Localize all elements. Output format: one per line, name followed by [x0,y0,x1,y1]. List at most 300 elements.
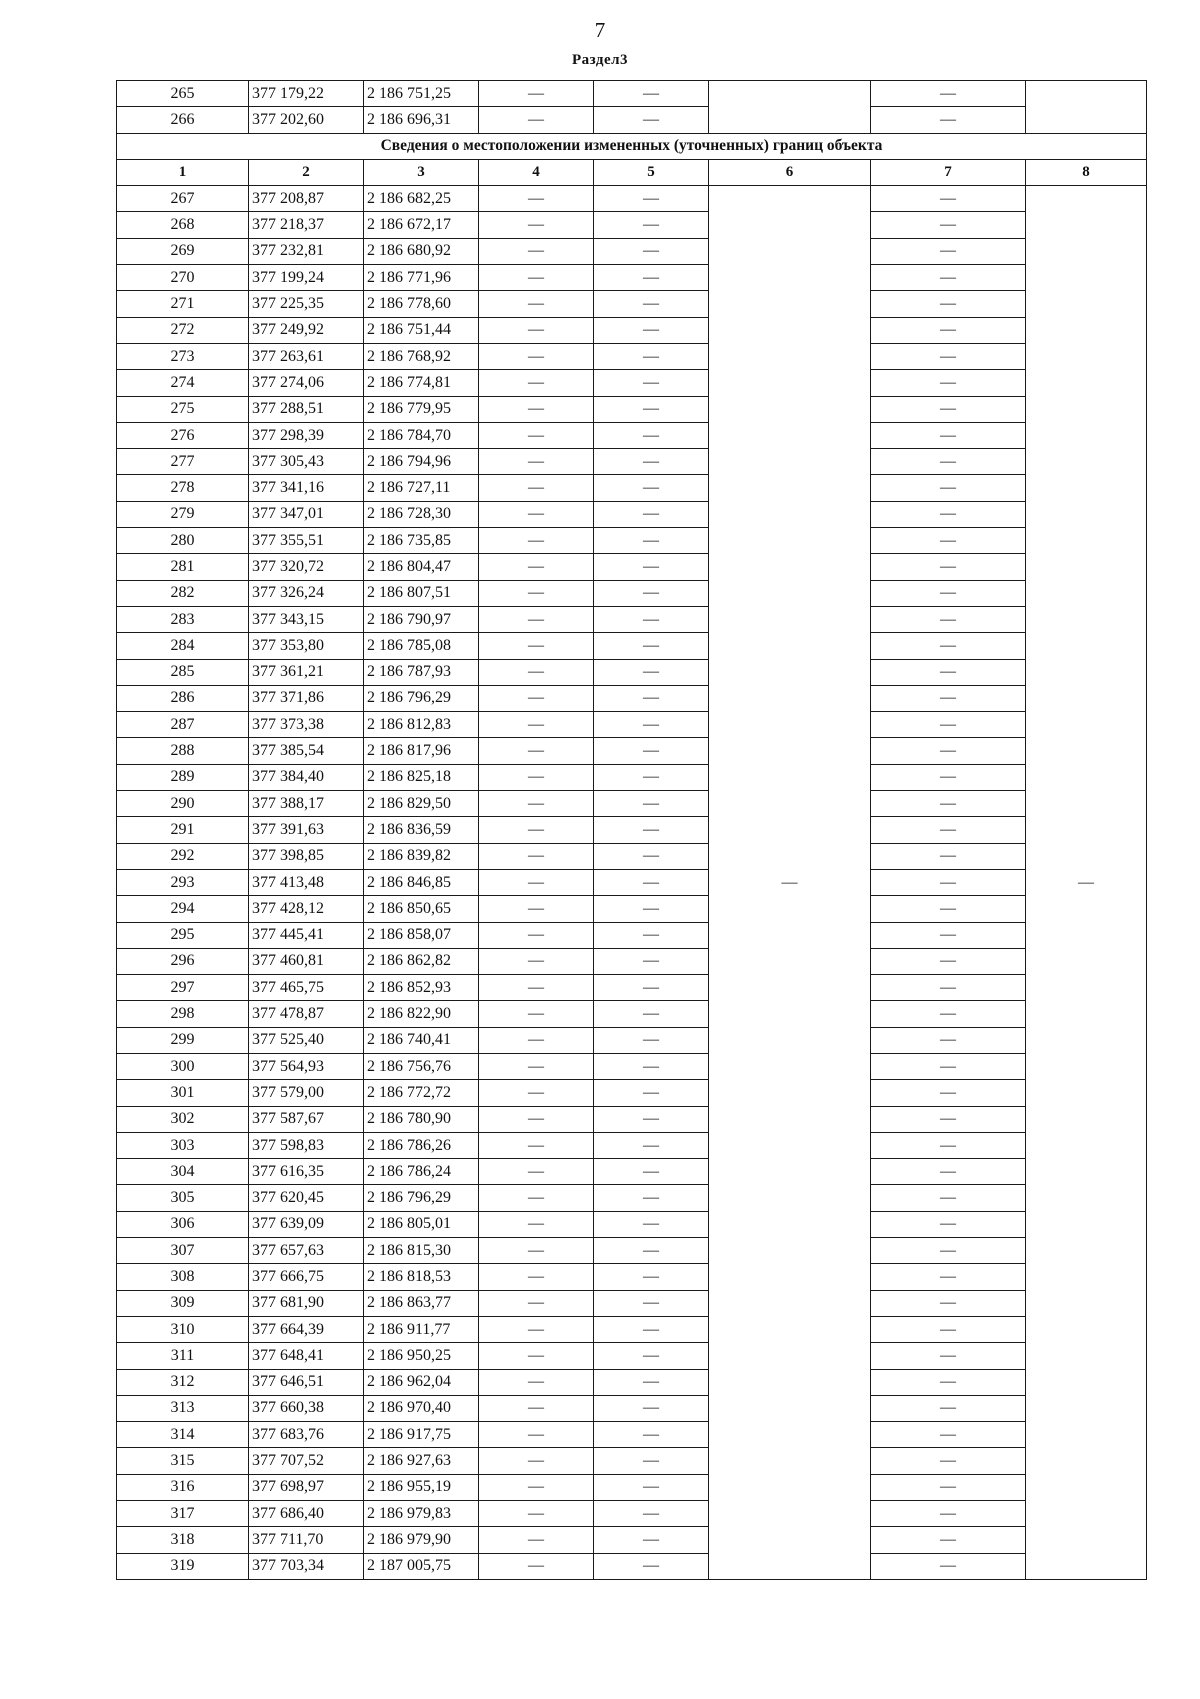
point-number: 271 [117,291,249,317]
coordinate-x: 377 666,75 [249,1264,364,1290]
coordinate-y: 2 186 970,40 [364,1395,479,1421]
coordinate-x: 377 341,16 [249,475,364,501]
table-row [117,1290,1147,1316]
coordinate-x: 377 371,86 [249,685,364,711]
cell-col-5: — [594,1211,709,1237]
cell-col-7: — [871,265,1026,291]
table-row [117,791,1147,817]
table-row [117,659,1147,685]
point-number: 311 [117,1343,249,1369]
cell-col-5: — [594,107,709,133]
column-number: 6 [709,159,871,185]
table-row [117,975,1147,1001]
coordinate-x: 377 199,24 [249,265,364,291]
cell-col-7: — [871,1106,1026,1132]
coordinate-x: 377 478,87 [249,1001,364,1027]
table-row [117,1264,1147,1290]
table-row [117,869,1147,895]
point-number: 315 [117,1448,249,1474]
coordinate-y: 2 186 751,44 [364,317,479,343]
coordinate-y: 2 186 784,70 [364,422,479,448]
cell-col-7: — [871,186,1026,212]
point-number: 283 [117,606,249,632]
cell-col-5: — [594,1316,709,1342]
cell-col-8-empty [1026,81,1147,134]
cell-col-8-merged: — [1026,186,1147,1580]
cell-col-4: — [479,396,594,422]
cell-col-4: — [479,922,594,948]
cell-col-4: — [479,238,594,264]
coordinate-y: 2 186 780,90 [364,1106,479,1132]
cell-col-5: — [594,1027,709,1053]
cell-col-4: — [479,1001,594,1027]
cell-col-4: — [479,659,594,685]
coordinate-x: 377 681,90 [249,1290,364,1316]
coordinate-x: 377 686,40 [249,1501,364,1527]
cell-col-7: — [871,869,1026,895]
cell-col-4: — [479,107,594,133]
point-number: 274 [117,370,249,396]
cell-col-7: — [871,291,1026,317]
cell-col-5: — [594,685,709,711]
point-number: 281 [117,554,249,580]
point-number: 305 [117,1185,249,1211]
cell-col-5: — [594,791,709,817]
point-number: 317 [117,1501,249,1527]
cell-col-5: — [594,528,709,554]
table-row [117,475,1147,501]
cell-col-5: — [594,1422,709,1448]
coordinates-table [116,80,1147,1580]
cell-col-5: — [594,1501,709,1527]
cell-col-4: — [479,791,594,817]
coordinate-x: 377 707,52 [249,1448,364,1474]
coordinate-y: 2 186 962,04 [364,1369,479,1395]
cell-col-4: — [479,1369,594,1395]
cell-col-4: — [479,186,594,212]
point-number: 294 [117,896,249,922]
coordinate-y: 2 186 727,11 [364,475,479,501]
cell-col-7: — [871,475,1026,501]
coordinate-x: 377 355,51 [249,528,364,554]
cell-col-4: — [479,1211,594,1237]
coordinate-y: 2 186 751,25 [364,81,479,107]
coordinate-y: 2 186 807,51 [364,580,479,606]
point-number: 307 [117,1238,249,1264]
cell-col-7: — [871,1501,1026,1527]
coordinate-x: 377 298,39 [249,422,364,448]
point-number: 289 [117,764,249,790]
cell-col-4: — [479,1290,594,1316]
column-number: 7 [871,159,1026,185]
table-row [117,81,1147,107]
cell-col-7: — [871,449,1026,475]
coordinate-y: 2 186 825,18 [364,764,479,790]
coordinate-x: 377 711,70 [249,1527,364,1553]
cell-col-4: — [479,343,594,369]
cell-col-4: — [479,81,594,107]
cell-col-7: — [871,1053,1026,1079]
cell-col-4: — [479,370,594,396]
cell-col-5: — [594,975,709,1001]
table-row [117,317,1147,343]
section-title: Раздел3 [571,52,629,68]
coordinate-x: 377 385,54 [249,738,364,764]
point-number: 302 [117,1106,249,1132]
cell-col-7: — [871,1553,1026,1579]
cell-col-7: — [871,922,1026,948]
table-row [117,1422,1147,1448]
point-number: 291 [117,817,249,843]
cell-col-4: — [479,1027,594,1053]
cell-col-5: — [594,1238,709,1264]
point-number: 276 [117,422,249,448]
table-row [117,738,1147,764]
coordinate-y: 2 186 817,96 [364,738,479,764]
cell-col-5: — [594,396,709,422]
coordinate-x: 377 616,35 [249,1159,364,1185]
coordinate-x: 377 388,17 [249,791,364,817]
cell-col-7: — [871,685,1026,711]
cell-col-5: — [594,238,709,264]
coordinate-y: 2 186 779,95 [364,396,479,422]
point-number: 303 [117,1132,249,1158]
cell-col-4: — [479,317,594,343]
point-number: 278 [117,475,249,501]
cell-col-7: — [871,1290,1026,1316]
cell-col-7: — [871,1527,1026,1553]
cell-col-5: — [594,1132,709,1158]
point-number: 318 [117,1527,249,1553]
cell-col-4: — [479,685,594,711]
coordinate-x: 377 683,76 [249,1422,364,1448]
table-row [117,212,1147,238]
cell-col-5: — [594,1080,709,1106]
cell-col-5: — [594,817,709,843]
coordinate-x: 377 288,51 [249,396,364,422]
cell-col-5: — [594,449,709,475]
table-row [117,1553,1147,1579]
coordinate-x: 377 347,01 [249,501,364,527]
coordinate-y: 2 186 955,19 [364,1474,479,1500]
cell-col-7: — [871,738,1026,764]
cell-col-4: — [479,501,594,527]
coordinate-y: 2 186 979,90 [364,1527,479,1553]
cell-col-7: — [871,1159,1026,1185]
table-row [117,1343,1147,1369]
table-row [117,1474,1147,1500]
table-row [117,370,1147,396]
cell-col-7: — [871,422,1026,448]
coordinate-x: 377 579,00 [249,1080,364,1106]
point-number: 277 [117,449,249,475]
point-number: 314 [117,1422,249,1448]
cell-col-5: — [594,291,709,317]
column-number: 1 [117,159,249,185]
cell-col-4: — [479,948,594,974]
coordinate-y: 2 186 804,47 [364,554,479,580]
point-number: 272 [117,317,249,343]
coordinate-x: 377 384,40 [249,764,364,790]
point-number: 275 [117,396,249,422]
cell-col-5: — [594,869,709,895]
cell-col-6-empty [709,81,871,134]
coordinate-x: 377 657,63 [249,1238,364,1264]
point-number: 319 [117,1553,249,1579]
point-number: 309 [117,1290,249,1316]
table-row [117,685,1147,711]
table-row [117,1395,1147,1421]
cell-col-4: — [479,1132,594,1158]
table-row [117,1001,1147,1027]
cell-col-5: — [594,343,709,369]
cell-col-5: — [594,1343,709,1369]
cell-col-4: — [479,1527,594,1553]
table-row [117,896,1147,922]
table-row [117,1132,1147,1158]
cell-col-7: — [871,948,1026,974]
cell-col-5: — [594,1264,709,1290]
coordinate-y: 2 186 818,53 [364,1264,479,1290]
cell-col-7: — [871,633,1026,659]
section-banner: Сведения о местоположении измененных (уточненных) границ объекта [117,133,1147,159]
cell-col-4: — [479,1474,594,1500]
coordinate-x: 377 698,97 [249,1474,364,1500]
point-number: 299 [117,1027,249,1053]
coordinate-x: 377 391,63 [249,817,364,843]
table-row [117,1369,1147,1395]
cell-col-5: — [594,580,709,606]
cell-col-7: — [871,817,1026,843]
cell-col-4: — [479,606,594,632]
cell-col-5: — [594,1369,709,1395]
table-row [117,265,1147,291]
cell-col-4: — [479,712,594,738]
cell-col-5: — [594,1448,709,1474]
coordinate-y: 2 186 735,85 [364,528,479,554]
cell-col-5: — [594,81,709,107]
coordinate-y: 2 186 786,24 [364,1159,479,1185]
cell-col-4: — [479,528,594,554]
cell-col-5: — [594,659,709,685]
cell-col-7: — [871,238,1026,264]
cell-col-7: — [871,1264,1026,1290]
point-number: 266 [117,107,249,133]
cell-col-4: — [479,580,594,606]
point-number: 269 [117,238,249,264]
coordinate-y: 2 186 927,63 [364,1448,479,1474]
cell-col-7: — [871,1211,1026,1237]
cell-col-7: — [871,343,1026,369]
coordinate-y: 2 186 796,29 [364,685,479,711]
coordinate-y: 2 186 836,59 [364,817,479,843]
cell-col-7: — [871,528,1026,554]
coordinate-y: 2 186 829,50 [364,791,479,817]
table-row [117,1238,1147,1264]
cell-col-4: — [479,1395,594,1421]
point-number: 288 [117,738,249,764]
cell-col-5: — [594,1185,709,1211]
cell-col-6-merged: — [709,186,871,1580]
point-number: 298 [117,1001,249,1027]
cell-col-7: — [871,1027,1026,1053]
cell-col-7: — [871,107,1026,133]
cell-col-5: — [594,948,709,974]
coordinate-y: 2 186 772,72 [364,1080,479,1106]
coordinate-x: 377 413,48 [249,869,364,895]
coordinate-y: 2 186 696,31 [364,107,479,133]
cell-col-5: — [594,764,709,790]
cell-col-7: — [871,1395,1026,1421]
table-row [117,1316,1147,1342]
table-row [117,186,1147,212]
coordinate-y: 2 186 812,83 [364,712,479,738]
cell-col-5: — [594,1001,709,1027]
cell-col-5: — [594,212,709,238]
cell-col-4: — [479,896,594,922]
cell-col-5: — [594,554,709,580]
table-row [117,1080,1147,1106]
cell-col-4: — [479,975,594,1001]
cell-col-4: — [479,764,594,790]
cell-col-7: — [871,370,1026,396]
cell-col-4: — [479,554,594,580]
column-number-row [117,159,1147,185]
point-number: 313 [117,1395,249,1421]
cell-col-4: — [479,1185,594,1211]
table-row [117,1053,1147,1079]
cell-col-5: — [594,317,709,343]
coordinate-y: 2 186 850,65 [364,896,479,922]
coordinate-x: 377 225,35 [249,291,364,317]
point-number: 268 [117,212,249,238]
cell-col-4: — [479,1053,594,1079]
cell-col-7: — [871,712,1026,738]
cell-col-5: — [594,633,709,659]
point-number: 301 [117,1080,249,1106]
table-row [117,712,1147,738]
coordinate-y: 2 186 768,92 [364,343,479,369]
cell-col-4: — [479,843,594,869]
point-number: 270 [117,265,249,291]
coordinate-x: 377 179,22 [249,81,364,107]
coordinate-x: 377 353,80 [249,633,364,659]
cell-col-5: — [594,738,709,764]
cell-col-7: — [871,791,1026,817]
coordinate-y: 2 186 785,08 [364,633,479,659]
cell-col-7: — [871,659,1026,685]
cell-col-4: — [479,869,594,895]
coordinate-y: 2 186 839,82 [364,843,479,869]
cell-col-5: — [594,1474,709,1500]
coordinate-x: 377 326,24 [249,580,364,606]
coordinate-y: 2 186 771,96 [364,265,479,291]
coordinate-x: 377 639,09 [249,1211,364,1237]
cell-col-7: — [871,1001,1026,1027]
point-number: 287 [117,712,249,738]
point-number: 279 [117,501,249,527]
cell-col-4: — [479,1422,594,1448]
cell-col-7: — [871,501,1026,527]
cell-col-7: — [871,212,1026,238]
column-number: 5 [594,159,709,185]
coordinate-x: 377 208,87 [249,186,364,212]
point-number: 267 [117,186,249,212]
cell-col-4: — [479,633,594,659]
coordinate-y: 2 186 917,75 [364,1422,479,1448]
coordinate-y: 2 186 858,07 [364,922,479,948]
cell-col-4: — [479,738,594,764]
coordinate-y: 2 186 815,30 [364,1238,479,1264]
cell-col-7: — [871,896,1026,922]
cell-col-7: — [871,764,1026,790]
coordinate-x: 377 564,93 [249,1053,364,1079]
table-row [117,1527,1147,1553]
cell-col-7: — [871,1185,1026,1211]
coordinate-y: 2 186 852,93 [364,975,479,1001]
table-row [117,948,1147,974]
cell-col-7: — [871,1422,1026,1448]
cell-col-4: — [479,1080,594,1106]
coordinate-x: 377 525,40 [249,1027,364,1053]
coordinate-x: 377 703,34 [249,1553,364,1579]
coordinate-x: 377 598,83 [249,1132,364,1158]
point-number: 312 [117,1369,249,1395]
coordinate-x: 377 620,45 [249,1185,364,1211]
table-row [117,422,1147,448]
coordinate-x: 377 361,21 [249,659,364,685]
cell-col-4: — [479,817,594,843]
coordinate-y: 2 186 911,77 [364,1316,479,1342]
table-row [117,1159,1147,1185]
cell-col-5: — [594,1553,709,1579]
point-number: 295 [117,922,249,948]
coordinate-y: 2 186 786,26 [364,1132,479,1158]
point-number: 310 [117,1316,249,1342]
cell-col-5: — [594,1527,709,1553]
cell-col-5: — [594,712,709,738]
cell-col-7: — [871,1132,1026,1158]
cell-col-7: — [871,1474,1026,1500]
cell-col-5: — [594,265,709,291]
cell-col-7: — [871,554,1026,580]
cell-col-7: — [871,843,1026,869]
coordinate-x: 377 646,51 [249,1369,364,1395]
point-number: 280 [117,528,249,554]
coordinate-y: 2 186 805,01 [364,1211,479,1237]
cell-col-4: — [479,1448,594,1474]
table-row [117,764,1147,790]
cell-col-7: — [871,396,1026,422]
table-row [117,606,1147,632]
coordinate-y: 2 186 756,76 [364,1053,479,1079]
table-row [117,396,1147,422]
coordinate-y: 2 186 672,17 [364,212,479,238]
point-number: 284 [117,633,249,659]
cell-col-4: — [479,1159,594,1185]
cell-col-7: — [871,1080,1026,1106]
coordinate-x: 377 398,85 [249,843,364,869]
point-number: 290 [117,791,249,817]
point-number: 292 [117,843,249,869]
cell-col-5: — [594,1159,709,1185]
coordinate-x: 377 648,41 [249,1343,364,1369]
cell-col-7: — [871,975,1026,1001]
cell-col-4: — [479,291,594,317]
coordinate-y: 2 186 846,85 [364,869,479,895]
coordinate-y: 2 186 787,93 [364,659,479,685]
coordinate-y: 2 186 796,29 [364,1185,479,1211]
